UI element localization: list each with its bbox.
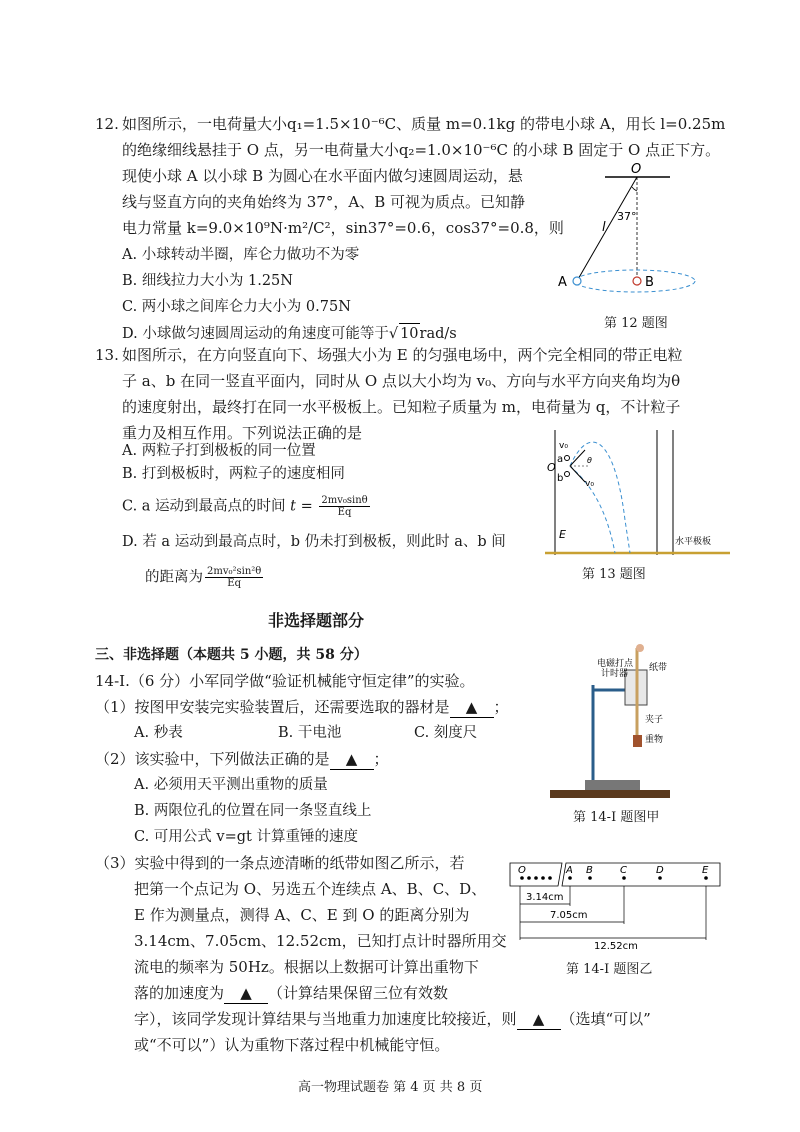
q12-option-d-unit: rad/s <box>419 326 457 342</box>
q12-line1: 如图所示，一电荷量大小q₁=1.5×10⁻⁶C、质量 m=0.1kg 的带电小球 A，用长 l=0.25m <box>122 115 726 133</box>
q14-part3-line5: 流电的频率为 50Hz。根据以上数据可计算出重物下 <box>134 958 479 976</box>
answer-blank[interactable]: ▲ <box>450 697 494 718</box>
dim-label-1: 3.14cm <box>526 892 564 903</box>
q14-part2-end: ； <box>373 750 389 768</box>
velocity-b-arrow <box>570 466 585 482</box>
label-a: A <box>558 275 567 290</box>
label-37: 37° <box>617 210 637 223</box>
q13-option-d-line2 <box>145 566 265 589</box>
q14-p2-option-b: B. 两限位孔的位置在同一条竖直线上 <box>134 803 372 819</box>
tape-dot <box>541 876 545 880</box>
q12-line4: 线与竖直方向的夹角始终为 37°，A、B 可视为质点。已知静 <box>122 193 525 211</box>
q13-figure-caption: 第 13 题图 <box>582 567 646 582</box>
q13-option-d-line1: D. 若 a 运动到最高点时，b 仍未打到极板，则此时 a、b 间 <box>122 534 506 550</box>
page-footer: 高一物理试题卷 第 4 页 共 8 页 <box>298 1080 483 1095</box>
q14-part3-line6-text: 落的加速度为 <box>134 984 225 1002</box>
q14-p2-option-a: A. 必须用天平测出重物的质量 <box>134 777 328 793</box>
q13-line2: 子 a、b 在同一竖直平面内，同时从 O 点以大小均为 v₀、方向与水平方向夹角均为θ <box>122 372 681 390</box>
q12-figure <box>555 162 695 290</box>
q14-part3-line7-text: 字），该同学发现计算结果与当地重力加速度比较接近，则 <box>134 1010 517 1028</box>
tape-dot-c <box>622 876 626 880</box>
q13-option-c-fraction <box>319 495 369 518</box>
answer-blank[interactable]: ▲ <box>330 749 374 770</box>
tape-label-a: A <box>566 865 573 876</box>
q14-figure-2-caption: 第 14-Ⅰ 题图乙 <box>566 962 653 977</box>
q14-part3-line7 <box>134 1009 651 1030</box>
tape-label-e: E <box>702 865 709 876</box>
q14-figure-1 <box>545 640 705 800</box>
q12-option-b: B. 细线拉力大小为 1.25N <box>122 273 293 289</box>
answer-blank[interactable]: ▲ <box>517 1009 561 1030</box>
tape-dot <box>527 876 531 880</box>
q14-part3-line2: 把第一个点记为 O、另选五个连续点 A、B、C、D、 <box>134 880 487 898</box>
q13-figure <box>545 430 730 560</box>
q13-option-b: B. 打到极板时，两粒子的速度相同 <box>122 466 345 482</box>
q12-number: 12. <box>95 115 119 133</box>
q14-part3-line3: E 作为测量点，测得 A、C、E 到 O 的距离分别为 <box>134 906 470 924</box>
tape-dot <box>534 876 538 880</box>
q14-line1: 14-Ⅰ.（6 分）小军同学做“验证机械能守恒定律”的实验。 <box>95 672 475 690</box>
q14-part2-text: （2）该实验中，下列做法正确的是 <box>95 750 330 768</box>
q14-part1-text: （1）按图甲安装完实验装置后，还需要选取的器材是 <box>95 698 450 716</box>
q13-option-d-text: 的距离为 <box>145 569 203 586</box>
q14-p2-option-c: C. 可用公式 v=gt 计算重锤的速度 <box>134 829 358 845</box>
tape-label-b: B <box>586 865 593 876</box>
stand-base <box>585 780 640 790</box>
q14-figure-1-caption: 第 14-Ⅰ 题图甲 <box>573 810 660 825</box>
thread-line <box>577 177 637 281</box>
label-o: O <box>631 162 642 177</box>
dim-label-2: 7.05cm <box>550 910 588 921</box>
fraction-denominator: Eq <box>227 578 241 589</box>
q12-option-d-text: D. 小球做匀速圆周运动的角速度可能等于 <box>122 326 389 342</box>
q14-part3-line8: 或“不可以”）认为重物下落过程中机械能守恒。 <box>134 1036 450 1054</box>
q13-option-c <box>122 495 372 518</box>
q13-line3: 的速度射出，最终打在同一水平极板上。已知粒子质量为 m，电荷量为 q，不计粒子 <box>122 398 681 416</box>
label-v0-b: v₀ <box>585 479 594 489</box>
label-weight: 重物 <box>645 735 664 745</box>
particle-a <box>565 456 570 461</box>
q14-part3-line6-post: （计算结果保留三位有效数 <box>268 984 449 1002</box>
label-plate: 水平极板 <box>675 537 712 547</box>
q13-line4: 重力及相互作用。下列说法正确的是 <box>122 424 363 442</box>
label-timer: 电磁打点 <box>597 659 634 669</box>
label-e: E <box>559 528 566 541</box>
q13-option-c-text: C. a 运动到最高点的时间 <box>122 498 286 515</box>
tape-dot-b <box>588 876 592 880</box>
tape-label-d: D <box>656 865 664 876</box>
label-a: a <box>557 454 564 465</box>
tape-dot-a <box>568 876 572 880</box>
q14-part1-end: ； <box>493 698 509 716</box>
q14-part3-line1: （3）实验中得到的一条点迹清晰的纸带如图乙所示，若 <box>95 854 465 872</box>
tape-dot <box>548 876 552 880</box>
tape-dot <box>520 876 524 880</box>
q13-option-c-t: t = <box>290 498 313 515</box>
q14-part2 <box>95 749 389 770</box>
ball-a <box>573 277 581 285</box>
q14-p1-option-c: C. 刻度尺 <box>414 725 478 741</box>
fraction-numerator: 2mv₀²sin²θ <box>207 566 262 577</box>
label-tape: 纸带 <box>649 663 668 673</box>
weight-block <box>633 735 642 747</box>
tape-dot-d <box>658 876 662 880</box>
label-timer-2: 计时器 <box>601 669 629 679</box>
q12-line2: 的绝缘细线悬挂于 O 点，另一电荷量大小q₂=1.0×10⁻⁶C 的小球 B 固定于 O 点正下方。 <box>122 141 721 159</box>
angle-arc <box>632 187 637 191</box>
tape-dot-e <box>704 876 708 880</box>
q12-option-d <box>122 323 457 344</box>
answer-blank[interactable]: ▲ <box>224 983 268 1004</box>
q12-option-c: C. 两小球之间库仑力大小为 0.75N <box>122 299 351 315</box>
label-theta: θ <box>587 456 592 465</box>
q14-p1-option-a: A. 秒表 <box>134 725 183 741</box>
hand-icon <box>636 644 644 652</box>
sqrt-symbol: √ <box>388 326 399 342</box>
tape-label-c: C <box>620 865 627 876</box>
fraction-denominator: Eq <box>337 507 352 518</box>
label-b: B <box>645 275 654 290</box>
q14-part1 <box>95 697 509 718</box>
q14-part3-line7-post: （选填“可以” <box>560 1010 651 1028</box>
q12-line3: 现使小球 A 以小球 B 为圆心在水平面内做匀速圆周运动，悬 <box>122 167 523 185</box>
section-title: 非选择题部分 <box>268 611 365 630</box>
label-b: b <box>557 473 564 484</box>
q14-part3-line6 <box>134 983 448 1004</box>
section-heading: 三、非选择题（本题共 5 小题，共 58 分） <box>95 647 368 663</box>
q13-number: 13. <box>95 346 119 364</box>
q12-figure-caption: 第 12 题图 <box>604 316 668 331</box>
q13-option-d-fraction <box>205 566 263 589</box>
label-l: l <box>602 220 606 235</box>
label-o: O <box>547 461 556 474</box>
table-top <box>550 790 670 798</box>
fraction-numerator: 2mv₀sinθ <box>321 495 368 506</box>
q12-line5: 电力常量 k=9.0×10⁹N·m²/C²，sin37°=0.6，cos37°=0.8，则 <box>122 219 564 237</box>
q13-line1: 如图所示，在方向竖直向下、场强大小为 E 的匀强电场中，两个完全相同的带正电粒 <box>122 346 683 364</box>
label-clip: 夹子 <box>645 715 664 725</box>
q14-figure-2 <box>510 858 725 952</box>
trajectory-a <box>570 442 630 553</box>
dim-label-3: 12.52cm <box>594 941 638 952</box>
q14-part3-line4: 3.14cm、7.05cm、12.52cm，已知打点计时器所用交 <box>134 932 507 950</box>
ball-b <box>633 277 641 285</box>
q13-option-a: A. 两粒子打到极板的同一位置 <box>122 443 316 459</box>
tape-label-o: O <box>518 865 526 876</box>
q12-option-d-radicand: 10 <box>399 323 419 344</box>
particle-b <box>565 472 570 477</box>
q12-option-a: A. 小球转动半圈，库仑力做功不为零 <box>122 247 360 263</box>
q14-p1-option-b: B. 干电池 <box>278 725 342 741</box>
label-v0-a: v₀ <box>559 441 568 451</box>
